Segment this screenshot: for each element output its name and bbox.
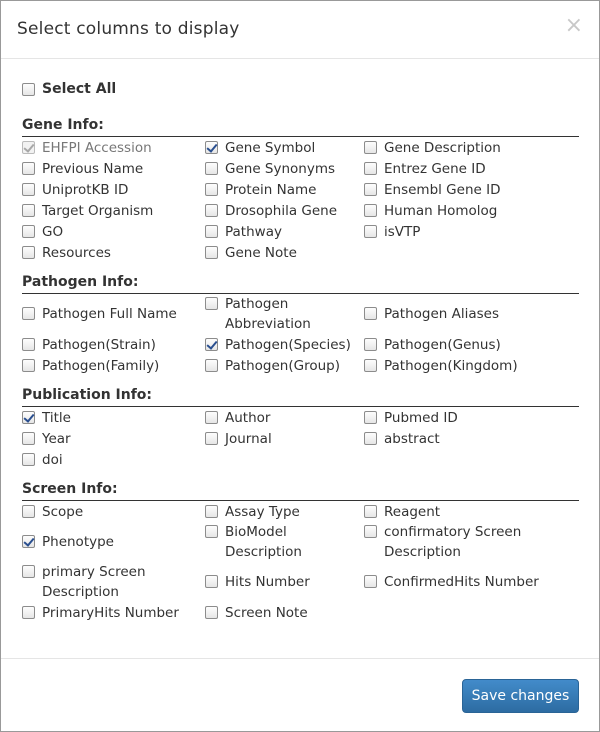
column-option[interactable]	[364, 356, 518, 376]
checkbox-box[interactable]	[22, 183, 35, 196]
column-option-label: doi	[42, 452, 63, 468]
checkbox-box[interactable]	[22, 432, 35, 445]
checkbox-box[interactable]	[364, 575, 377, 588]
column-option-label: Resources	[42, 245, 111, 261]
column-option[interactable]	[364, 138, 501, 158]
column-option[interactable]	[22, 243, 111, 263]
column-option[interactable]	[22, 502, 83, 522]
column-option-label: Pathogen(Group)	[225, 358, 340, 374]
column-option[interactable]	[205, 502, 300, 522]
column-option-label: Pathogen Full Name	[42, 306, 177, 322]
column-option[interactable]	[22, 304, 177, 324]
checkbox-box[interactable]	[205, 505, 218, 518]
column-option[interactable]	[205, 294, 335, 334]
column-option-label: isVTP	[384, 224, 421, 240]
column-option-label: Target Organism	[42, 203, 154, 219]
checkbox-box[interactable]	[22, 225, 35, 238]
column-option[interactable]	[364, 429, 440, 449]
column-option-label: PrimaryHits Number	[42, 605, 179, 621]
column-option[interactable]	[364, 335, 501, 355]
checkbox-box[interactable]	[364, 204, 377, 217]
column-option[interactable]	[205, 522, 335, 562]
column-option-label: Phenotype	[42, 534, 114, 550]
column-option[interactable]	[205, 138, 315, 158]
column-option-label: Pathogen Aliases	[384, 306, 500, 322]
column-option[interactable]	[364, 522, 564, 562]
column-option[interactable]	[205, 222, 282, 242]
column-option-label: EHFPI Accession	[42, 140, 152, 156]
pathogen-info-heading: Pathogen Info:	[22, 274, 139, 290]
column-option[interactable]	[22, 603, 179, 623]
checkbox-box[interactable]	[364, 183, 377, 196]
checkbox-box[interactable]	[205, 204, 218, 217]
checkbox-box[interactable]	[364, 359, 377, 372]
checkbox-box[interactable]	[364, 141, 377, 154]
checkbox-box[interactable]	[205, 575, 218, 588]
column-option[interactable]	[22, 138, 152, 158]
column-option[interactable]	[22, 429, 71, 449]
column-option-label: Drosophila Gene	[225, 203, 338, 219]
close-icon[interactable]: ×	[564, 13, 583, 38]
checkbox-box[interactable]	[364, 225, 377, 238]
column-option-label: Gene Synonyms	[225, 161, 336, 177]
column-option-label: Assay Type	[225, 504, 300, 520]
column-option[interactable]	[205, 159, 335, 179]
column-option-label: Pathogen(Kingdom)	[384, 358, 518, 374]
publication-info-heading: Publication Info:	[22, 387, 153, 403]
dialog-title: Select columns to display	[17, 19, 240, 39]
checkbox-box[interactable]	[364, 505, 377, 518]
column-option[interactable]	[22, 408, 71, 428]
checkbox-box[interactable]	[22, 141, 35, 154]
gene-info-heading: Gene Info:	[22, 117, 104, 133]
column-option-label: Gene Note	[225, 245, 297, 261]
column-option-label: Pathogen(Species)	[225, 337, 351, 353]
column-option[interactable]	[205, 429, 272, 449]
column-option-label: Screen Note	[225, 605, 308, 621]
column-option-label: Journal	[225, 431, 272, 447]
column-option[interactable]	[22, 180, 128, 200]
column-option-label: Hits Number	[225, 574, 310, 590]
checkbox-box[interactable]	[205, 606, 218, 619]
checkbox-box[interactable]	[22, 359, 35, 372]
checkbox-box[interactable]	[22, 83, 35, 96]
checkbox-box[interactable]	[205, 183, 218, 196]
column-option[interactable]	[205, 603, 308, 623]
checkbox-box[interactable]	[364, 432, 377, 445]
publication-info-divider	[22, 406, 579, 407]
column-option-label: Pathogen(Strain)	[42, 337, 156, 353]
column-option-label: GO	[42, 224, 64, 240]
save-changes-button[interactable]: Save changes	[462, 679, 579, 713]
column-option-label: Entrez Gene ID	[384, 161, 486, 177]
column-option[interactable]	[364, 159, 486, 179]
checkbox-box[interactable]	[22, 338, 35, 351]
screen-info-divider	[22, 500, 579, 501]
checkbox-box[interactable]	[205, 297, 218, 310]
column-option-label: abstract	[384, 431, 440, 447]
column-option-label: Protein Name	[225, 182, 317, 198]
checkbox-box[interactable]	[22, 505, 35, 518]
column-option-label: Pathogen(Genus)	[384, 337, 501, 353]
checkbox-box[interactable]	[22, 411, 35, 424]
column-option[interactable]	[205, 572, 310, 592]
column-option[interactable]	[205, 356, 340, 376]
checkbox-box[interactable]	[364, 162, 377, 175]
checkbox-box[interactable]	[205, 338, 218, 351]
column-option[interactable]	[22, 335, 156, 355]
column-option[interactable]	[364, 304, 499, 324]
checkbox-box[interactable]	[22, 307, 35, 320]
column-option[interactable]	[22, 532, 114, 552]
column-option-label: Title	[42, 410, 71, 426]
column-option-label: Gene Description	[384, 140, 501, 156]
checkbox-box[interactable]	[22, 535, 35, 548]
checkbox-box[interactable]	[205, 246, 218, 259]
column-option[interactable]	[364, 222, 420, 242]
column-option-label: Year	[42, 431, 71, 447]
column-option-label: Pathogen Abbreviation	[225, 296, 311, 332]
column-option-label: Scope	[42, 504, 84, 520]
checkbox-box[interactable]	[205, 359, 218, 372]
screen-info-heading: Screen Info:	[22, 481, 118, 497]
column-option-label: confirmatory Screen Description	[384, 524, 522, 560]
checkbox-box[interactable]	[205, 225, 218, 238]
column-option[interactable]	[205, 335, 351, 355]
column-option[interactable]	[205, 180, 316, 200]
column-option[interactable]	[22, 562, 192, 602]
checkbox-box[interactable]	[364, 411, 377, 424]
checkbox-box[interactable]	[205, 411, 218, 424]
column-option-label: BioModel Description	[225, 524, 302, 560]
column-option[interactable]	[364, 201, 497, 221]
select-all-label: Select All	[42, 81, 117, 97]
column-option[interactable]	[364, 572, 539, 592]
checkbox-box[interactable]	[22, 204, 35, 217]
column-option-label: UniprotKB ID	[42, 182, 129, 198]
checkbox-box[interactable]	[22, 453, 35, 466]
checkbox-box[interactable]	[22, 565, 35, 578]
column-option[interactable]	[22, 356, 159, 376]
column-option[interactable]	[22, 450, 63, 470]
checkbox-box[interactable]	[22, 162, 35, 175]
column-option[interactable]	[22, 201, 153, 221]
checkbox-box[interactable]	[22, 246, 35, 259]
column-option[interactable]	[205, 243, 297, 263]
dialog-header	[1, 1, 599, 59]
column-option-label: Pathogen(Family)	[42, 358, 160, 374]
column-option-label: Ensembl Gene ID	[384, 182, 501, 198]
column-option[interactable]	[22, 222, 63, 242]
select-all-checkbox[interactable]	[22, 79, 116, 99]
column-option-label: Previous Name	[42, 161, 144, 177]
column-option[interactable]	[364, 180, 500, 200]
column-option-label: Reagent	[384, 504, 441, 520]
checkbox-box[interactable]	[364, 525, 377, 538]
column-option[interactable]	[205, 201, 337, 221]
column-option-label: primary Screen Description	[42, 564, 146, 600]
column-option-label: ConfirmedHits Number	[384, 574, 539, 590]
column-option[interactable]	[364, 408, 458, 428]
checkbox-box[interactable]	[364, 338, 377, 351]
checkbox-box[interactable]	[22, 606, 35, 619]
checkbox-box[interactable]	[205, 432, 218, 445]
checkbox-box[interactable]	[205, 162, 218, 175]
gene-info-divider	[22, 136, 579, 137]
column-option-label: Gene Symbol	[225, 140, 316, 156]
column-option-label: Human Homolog	[384, 203, 498, 219]
column-option-label: Author	[225, 410, 271, 426]
column-option[interactable]	[22, 159, 143, 179]
column-option[interactable]	[364, 502, 440, 522]
dialog-footer	[1, 658, 599, 731]
column-option[interactable]	[205, 408, 270, 428]
checkbox-box[interactable]	[364, 307, 377, 320]
checkbox-box[interactable]	[205, 141, 218, 154]
column-option-label: Pathway	[225, 224, 282, 240]
checkbox-box[interactable]	[205, 525, 218, 538]
column-option-label: Pubmed ID	[384, 410, 458, 426]
